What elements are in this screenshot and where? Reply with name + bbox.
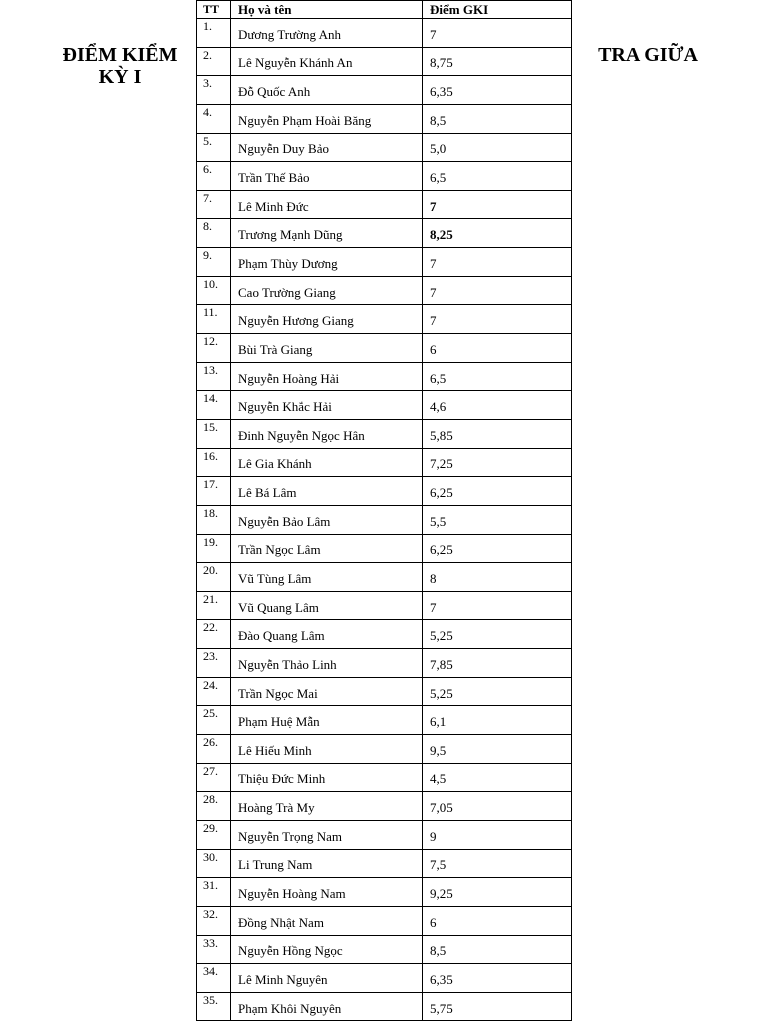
student-name: Cao Trường Giang <box>231 277 423 305</box>
table-row <box>196 162 572 191</box>
row-number: 18. <box>196 506 231 534</box>
page-title-right: TRA GIỮA <box>598 44 698 66</box>
student-score: 4,5 <box>423 764 572 792</box>
table-row <box>196 420 572 449</box>
column-header-tt: TT <box>196 1 231 18</box>
row-number: 27. <box>196 764 231 792</box>
table-row <box>196 821 572 850</box>
table-row <box>196 449 572 478</box>
table-row <box>196 134 572 163</box>
student-score: 7,5 <box>423 850 572 878</box>
table-row <box>196 678 572 707</box>
row-number: 21. <box>196 592 231 620</box>
student-name: Phạm Huệ Mẫn <box>231 706 423 734</box>
student-score: 6,5 <box>423 363 572 391</box>
student-name: Phạm Khôi Nguyên <box>231 993 423 1021</box>
table-row <box>196 477 572 506</box>
table-row <box>196 735 572 764</box>
student-score: 6 <box>423 907 572 935</box>
student-name: Lê Minh Nguyên <box>231 964 423 992</box>
student-name: Lê Nguyễn Khánh An <box>231 48 423 76</box>
student-name: Lê Minh Đức <box>231 191 423 219</box>
student-name: Nguyễn Duy Bảo <box>231 134 423 162</box>
table-row <box>196 936 572 965</box>
table-row <box>196 105 572 134</box>
student-score: 6,1 <box>423 706 572 734</box>
row-number: 14. <box>196 391 231 419</box>
student-score: 7,85 <box>423 649 572 677</box>
student-name: Nguyễn Khắc Hải <box>231 391 423 419</box>
student-name: Nguyễn Bảo Lâm <box>231 506 423 534</box>
table-row <box>196 334 572 363</box>
row-number: 1. <box>196 19 231 47</box>
table-row <box>196 764 572 793</box>
column-header-name: Họ và tên <box>231 1 423 18</box>
student-score: 6,35 <box>423 964 572 992</box>
table-row <box>196 19 572 48</box>
student-score: 6,5 <box>423 162 572 190</box>
student-name: Nguyễn Phạm Hoài Băng <box>231 105 423 133</box>
row-number: 26. <box>196 735 231 763</box>
student-name: Đào Quang Lâm <box>231 620 423 648</box>
row-number: 30. <box>196 850 231 878</box>
row-number: 25. <box>196 706 231 734</box>
row-number: 29. <box>196 821 231 849</box>
student-score: 7,05 <box>423 792 572 820</box>
row-number: 35. <box>196 993 231 1021</box>
student-name: Trần Ngọc Mai <box>231 678 423 706</box>
student-name: Thiệu Đức Minh <box>231 764 423 792</box>
student-score: 5,75 <box>423 993 572 1021</box>
student-score: 8 <box>423 563 572 591</box>
row-number: 11. <box>196 305 231 333</box>
page-title-left: ĐIỂM KIỂM KỲ I <box>62 44 178 88</box>
table-row <box>196 363 572 392</box>
table-row <box>196 850 572 879</box>
row-number: 32. <box>196 907 231 935</box>
student-score: 7 <box>423 305 572 333</box>
student-name: Trần Ngọc Lâm <box>231 535 423 563</box>
table-row <box>196 706 572 735</box>
student-score: 7 <box>423 592 572 620</box>
table-header <box>196 0 572 19</box>
student-score: 6,25 <box>423 477 572 505</box>
student-score: 9 <box>423 821 572 849</box>
table-row <box>196 506 572 535</box>
table-row <box>196 792 572 821</box>
row-number: 3. <box>196 76 231 104</box>
row-number: 22. <box>196 620 231 648</box>
table-row <box>196 191 572 220</box>
row-number: 7. <box>196 191 231 219</box>
column-header-score: Điểm GKI <box>423 1 572 18</box>
student-name: Nguyễn Trọng Nam <box>231 821 423 849</box>
row-number: 24. <box>196 678 231 706</box>
student-score: 8,25 <box>423 219 572 247</box>
row-number: 31. <box>196 878 231 906</box>
student-name: Vũ Tùng Lâm <box>231 563 423 591</box>
student-name: Nguyễn Hồng Ngọc <box>231 936 423 964</box>
table-row <box>196 964 572 993</box>
student-score: 5,5 <box>423 506 572 534</box>
table-row <box>196 219 572 248</box>
row-number: 17. <box>196 477 231 505</box>
student-name: Li Trung Nam <box>231 850 423 878</box>
table-body <box>196 19 572 1021</box>
student-name: Trương Mạnh Dũng <box>231 219 423 247</box>
student-name: Đinh Nguyễn Ngọc Hân <box>231 420 423 448</box>
student-name: Dương Trường Anh <box>231 19 423 47</box>
row-number: 28. <box>196 792 231 820</box>
table-row <box>196 993 572 1022</box>
student-name: Đồng Nhật Nam <box>231 907 423 935</box>
row-number: 15. <box>196 420 231 448</box>
student-score: 7 <box>423 277 572 305</box>
table-row <box>196 878 572 907</box>
student-score: 7 <box>423 19 572 47</box>
student-score: 9,5 <box>423 735 572 763</box>
row-number: 5. <box>196 134 231 162</box>
student-score: 5,25 <box>423 620 572 648</box>
student-name: Hoàng Trà My <box>231 792 423 820</box>
row-number: 9. <box>196 248 231 276</box>
student-score: 5,25 <box>423 678 572 706</box>
student-score: 6 <box>423 334 572 362</box>
student-score: 8,5 <box>423 105 572 133</box>
student-name: Đỗ Quốc Anh <box>231 76 423 104</box>
row-number: 13. <box>196 363 231 391</box>
row-number: 8. <box>196 219 231 247</box>
row-number: 2. <box>196 48 231 76</box>
student-name: Nguyễn Hương Giang <box>231 305 423 333</box>
row-number: 6. <box>196 162 231 190</box>
student-name: Phạm Thùy Dương <box>231 248 423 276</box>
row-number: 23. <box>196 649 231 677</box>
table-row <box>196 535 572 564</box>
row-number: 19. <box>196 535 231 563</box>
table-row <box>196 907 572 936</box>
table-row <box>196 305 572 334</box>
student-score: 6,25 <box>423 535 572 563</box>
row-number: 34. <box>196 964 231 992</box>
table-row <box>196 391 572 420</box>
student-name: Nguyễn Thảo Linh <box>231 649 423 677</box>
student-name: Lê Gia Khánh <box>231 449 423 477</box>
row-number: 12. <box>196 334 231 362</box>
row-number: 33. <box>196 936 231 964</box>
table-row <box>196 277 572 306</box>
student-name: Lê Bá Lâm <box>231 477 423 505</box>
student-name: Nguyễn Hoàng Nam <box>231 878 423 906</box>
table-row <box>196 76 572 105</box>
student-score: 5,0 <box>423 134 572 162</box>
table-row <box>196 592 572 621</box>
row-number: 20. <box>196 563 231 591</box>
student-score: 8,75 <box>423 48 572 76</box>
row-number: 16. <box>196 449 231 477</box>
student-score: 7,25 <box>423 449 572 477</box>
student-name: Lê Hiếu Minh <box>231 735 423 763</box>
student-score: 4,6 <box>423 391 572 419</box>
student-score: 9,25 <box>423 878 572 906</box>
student-score: 7 <box>423 191 572 219</box>
student-name: Nguyễn Hoàng Hải <box>231 363 423 391</box>
score-table <box>196 0 572 1021</box>
table-row <box>196 48 572 77</box>
student-score: 8,5 <box>423 936 572 964</box>
table-row <box>196 563 572 592</box>
table-row <box>196 248 572 277</box>
student-name: Trần Thế Bảo <box>231 162 423 190</box>
student-score: 6,35 <box>423 76 572 104</box>
table-row <box>196 649 572 678</box>
student-name: Bùi Trà Giang <box>231 334 423 362</box>
student-score: 7 <box>423 248 572 276</box>
student-name: Vũ Quang Lâm <box>231 592 423 620</box>
student-score: 5,85 <box>423 420 572 448</box>
row-number: 4. <box>196 105 231 133</box>
row-number: 10. <box>196 277 231 305</box>
table-row <box>196 620 572 649</box>
